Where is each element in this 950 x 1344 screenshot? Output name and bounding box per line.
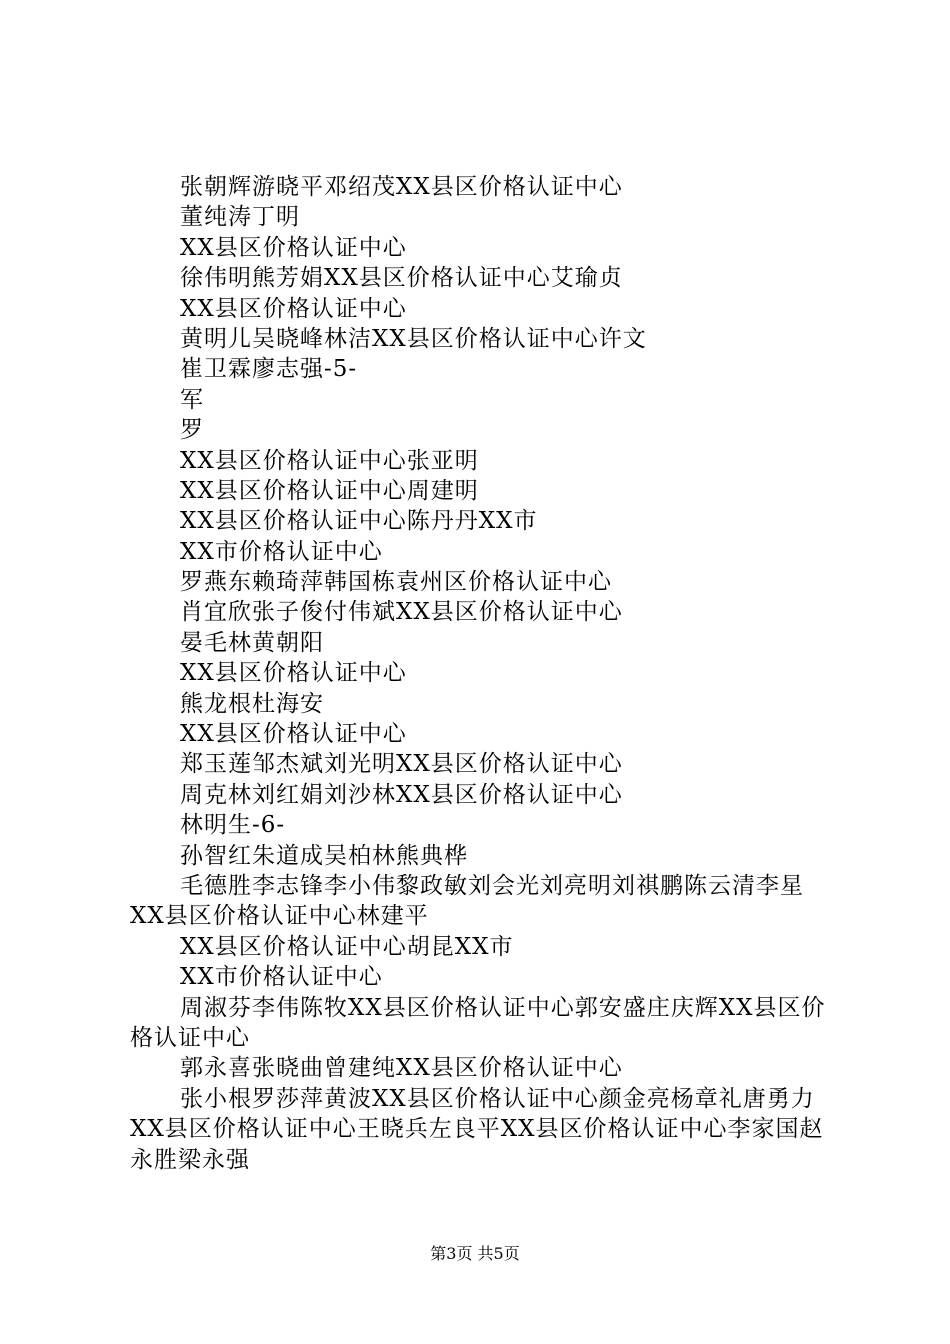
text-line: 周克林刘红娟刘沙林XX县区价格认证中心 — [180, 781, 623, 808]
document-body — [130, 172, 830, 1175]
text-line: XX县区价格认证中心 — [180, 234, 407, 261]
paragraph: 毛德胜李志锋李小伟黎政敏刘会光刘亮明刘祺鹏陈云清李星XX县区价格认证中心林建平 — [130, 872, 804, 930]
text-line: 熊龙根杜海安 — [180, 690, 324, 717]
text-line: 郑玉莲邹杰斌刘光明XX县区价格认证中心 — [180, 751, 623, 778]
text-line: 晏毛林黄朝阳 — [180, 629, 324, 656]
text-line: XX县区价格认证中心 — [180, 721, 407, 748]
text-line: XX市价格认证中心 — [180, 964, 383, 991]
text-line: 黄明儿吴晓峰林洁XX县区价格认证中心许文 — [180, 325, 647, 352]
text-line: 徐伟明熊芳娟XX县区价格认证中心艾瑜贞 — [180, 265, 623, 292]
paragraph: 张小根罗莎萍黄波XX县区价格认证中心颜金亮杨章礼唐勇力XX县区价格认证中心王晓兵左良平XX县区价格认证中心李家国赵永胜梁永强 — [130, 1085, 824, 1173]
paragraph: 周淑芬李伟陈牧XX县区价格认证中心郭安盛庄庆辉XX县区价格认证中心 — [130, 994, 826, 1051]
text-line: XX县区价格认证中心张亚明 — [180, 447, 479, 474]
text-line: XX县区价格认证中心 — [180, 295, 407, 322]
text-line: 罗 — [180, 417, 204, 444]
text-line: 董纯涛丁明 — [180, 204, 300, 231]
page-footer — [0, 1244, 950, 1264]
text-line: XX县区价格认证中心 — [180, 660, 407, 687]
text-line: 肖宜欣张子俊付伟斌XX县区价格认证中心 — [180, 599, 623, 626]
text-line: 罗燕东赖琦萍韩国栋袁州区价格认证中心 — [180, 569, 612, 596]
text-line: XX县区价格认证中心周建明 — [180, 477, 479, 504]
text-line: 张朝辉游晓平邓绍茂XX县区价格认证中心 — [180, 174, 623, 200]
text-line: XX县区价格认证中心胡昆XX市 — [180, 933, 514, 960]
text-line: XX市价格认证中心 — [180, 538, 383, 565]
text-line: 郭永喜张晓曲曾建纯XX县区价格认证中心 — [180, 1055, 623, 1082]
text-line: 军 — [180, 386, 204, 413]
text-line: 林明生-6- — [180, 812, 286, 839]
page-number-label: 第3页 共5页 — [430, 1244, 520, 1263]
text-line: 崔卫霖廖志强-5- — [180, 356, 358, 383]
text-line: 孙智红朱道成吴柏林熊典桦 — [180, 842, 468, 869]
text-line: XX县区价格认证中心陈丹丹XX市 — [180, 508, 538, 535]
